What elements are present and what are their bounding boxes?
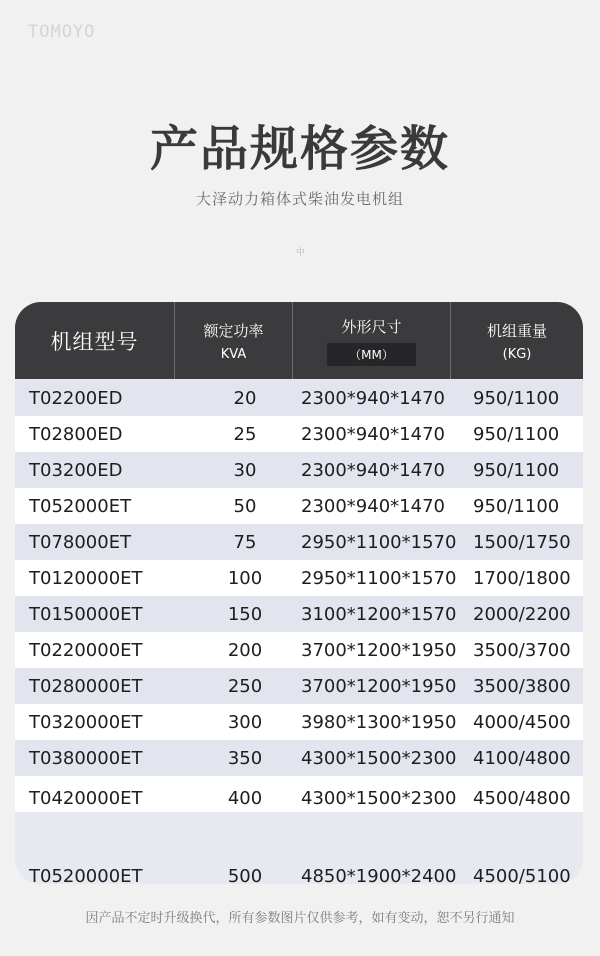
cell-size: 3700*1200*1950 — [301, 675, 457, 697]
cell-size: 2300*940*1470 — [301, 459, 445, 481]
header-power-unit: KVA — [220, 346, 247, 362]
cell-weight: 3500/3800 — [473, 675, 571, 697]
table-row — [15, 668, 583, 704]
cell-size: 3100*1200*1570 — [301, 603, 457, 625]
page-subtitle: 大泽动力箱体式柴油发电机组 — [195, 190, 404, 208]
cell-model: T0380000ET — [29, 747, 143, 769]
cell-kva: 350 — [227, 747, 263, 769]
cell-model: T078000ET — [29, 531, 132, 553]
cell-kva: 75 — [233, 531, 257, 553]
cell-weight: 1700/1800 — [473, 567, 571, 589]
table-row — [15, 488, 583, 524]
table-row — [15, 524, 583, 560]
cell-model: T02200ED — [29, 387, 123, 409]
cell-model: T0320000ET — [29, 711, 143, 733]
cell-model: T0280000ET — [29, 675, 143, 697]
disclaimer-note: 因产品不定时升级换代，所有参数图片仅供参考，如有变动，恕不另行通知 — [85, 911, 515, 926]
table-row — [15, 596, 583, 632]
cell-weight: 950/1100 — [473, 459, 560, 481]
header-weight-unit: (KG) — [502, 346, 532, 362]
table-row — [15, 740, 583, 776]
header-weight-label: 机组重量 — [486, 321, 547, 340]
spec-table — [15, 302, 583, 884]
cell-kva: 250 — [227, 675, 263, 697]
cell-weight: 4000/4500 — [473, 711, 571, 733]
cell-kva: 30 — [233, 459, 257, 481]
cell-model: T02800ED — [29, 423, 123, 445]
cell-model: T03200ED — [29, 459, 123, 481]
cell-weight: 4100/4800 — [473, 747, 571, 769]
cell-size: 3700*1200*1950 — [301, 639, 457, 661]
table-row — [15, 812, 583, 884]
cell-size: 2300*940*1470 — [301, 387, 445, 409]
header-model — [15, 302, 175, 379]
cell-kva: 25 — [233, 423, 257, 445]
cell-kva: 200 — [227, 639, 263, 661]
table-row — [15, 416, 583, 452]
cell-kva: 400 — [227, 787, 263, 809]
cell-weight: 1500/1750 — [473, 531, 571, 553]
cell-model: T0520000ET — [29, 865, 143, 884]
cell-model: T0150000ET — [29, 603, 143, 625]
cell-model: T052000ET — [29, 495, 132, 517]
cell-kva: 150 — [227, 603, 263, 625]
table-row — [15, 776, 583, 812]
header-model-label: 机组型号 — [50, 329, 139, 354]
cell-model: T0120000ET — [29, 567, 143, 589]
table-row — [15, 632, 583, 668]
cell-size: 2950*1100*1570 — [301, 531, 457, 553]
page-title: 产品规格参数 — [149, 121, 450, 177]
cell-size: 4300*1500*2300 — [301, 787, 457, 809]
cell-weight: 2000/2200 — [473, 603, 571, 625]
cell-size: 4300*1500*2300 — [301, 747, 457, 769]
table-header — [15, 302, 583, 379]
cell-kva: 500 — [227, 865, 263, 884]
header-power-label: 额定功率 — [203, 321, 264, 340]
brand-watermark: TOMOYO — [28, 22, 96, 42]
cell-model: T0220000ET — [29, 639, 143, 661]
cell-size: 2300*940*1470 — [301, 423, 445, 445]
table-row — [15, 452, 583, 488]
cell-size: 3980*1300*1950 — [301, 711, 457, 733]
header-power — [175, 302, 293, 379]
cell-size: 2950*1100*1570 — [301, 567, 457, 589]
cell-size: 4850*1900*2400 — [301, 865, 457, 884]
cell-weight: 950/1100 — [473, 495, 560, 517]
header-size-label: 外形尺寸 — [341, 317, 402, 336]
cell-weight: 3500/3700 — [473, 639, 571, 661]
table-row — [15, 560, 583, 596]
header-size-unit: （MM） — [327, 343, 416, 366]
header-weight — [451, 302, 583, 379]
cell-weight: 950/1100 — [473, 387, 560, 409]
cell-weight: 950/1100 — [473, 423, 560, 445]
cell-kva: 50 — [233, 495, 257, 517]
cell-weight: 4500/5100 — [473, 865, 571, 884]
cell-kva: 100 — [227, 567, 263, 589]
cell-weight: 4500/4800 — [473, 787, 571, 809]
table-row — [15, 380, 583, 416]
cell-size: 2300*940*1470 — [301, 495, 445, 517]
cell-kva: 20 — [233, 387, 257, 409]
cell-model: T0420000ET — [29, 787, 143, 809]
cell-kva: 300 — [227, 711, 263, 733]
decorative-mark: 中 — [296, 248, 306, 258]
header-size — [293, 302, 451, 379]
table-row — [15, 704, 583, 740]
